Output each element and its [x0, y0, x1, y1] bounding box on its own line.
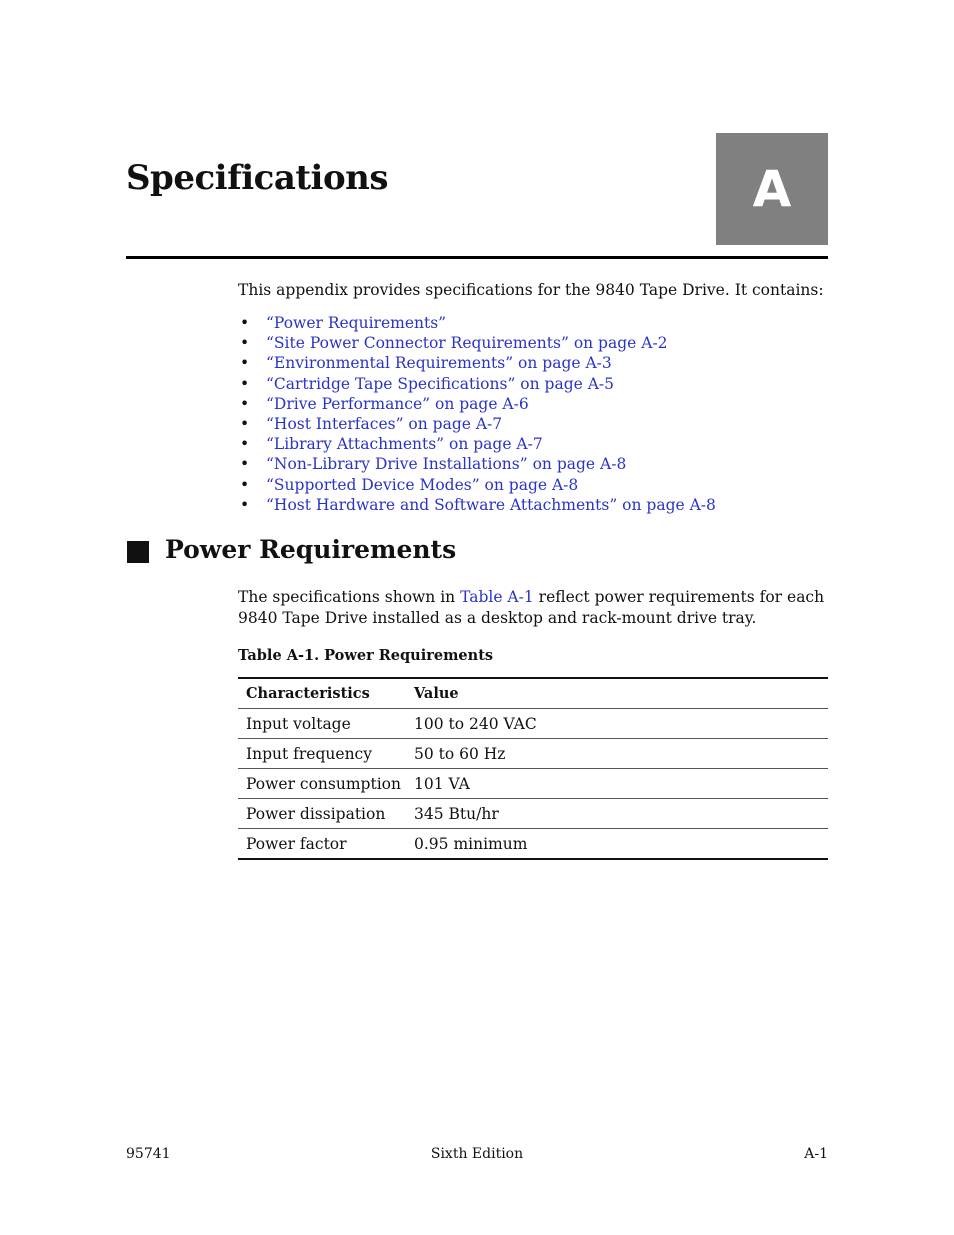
- column-header-characteristics: Characteristics: [238, 678, 406, 709]
- table-row: [238, 769, 828, 799]
- toc-list: [240, 313, 716, 515]
- para-text-after: reflect power requirements for each 9840 Tape Drive installed as a desktop and rack-mount drive tray.: [238, 588, 825, 627]
- cell-value: 101 VA: [406, 769, 828, 799]
- toc-link-host-interfaces[interactable]: “Host Interfaces” on page A-7: [266, 414, 503, 433]
- para-text-before: The specifications shown in: [238, 588, 461, 606]
- table-row: [238, 829, 828, 860]
- toc-link-host-hardware[interactable]: “Host Hardware and Software Attachments” on page A-8: [266, 495, 716, 514]
- footer-page-number: A-1: [804, 1146, 828, 1162]
- title-rule: [126, 256, 828, 259]
- cell-characteristic: Input frequency: [238, 739, 406, 769]
- cell-value: 0.95 minimum: [406, 829, 828, 860]
- power-requirements-table: [238, 677, 828, 860]
- table-caption: Table A-1. Power Requirements: [238, 647, 494, 664]
- toc-link-device-modes[interactable]: “Supported Device Modes” on page A-8: [266, 475, 579, 494]
- bullet-icon: •: [240, 414, 250, 433]
- toc-item: [240, 495, 716, 515]
- cell-value: 345 Btu/hr: [406, 799, 828, 829]
- bullet-icon: •: [240, 495, 250, 514]
- toc-item: [240, 414, 716, 434]
- bullet-icon: •: [240, 435, 250, 454]
- bullet-icon: •: [240, 394, 250, 413]
- table-header-row: [238, 678, 828, 709]
- bullet-icon: •: [240, 455, 250, 474]
- table-row: [238, 709, 828, 739]
- toc-item: [240, 394, 716, 414]
- toc-item: [240, 475, 716, 495]
- table-row: [238, 739, 828, 769]
- toc-link-cartridge[interactable]: “Cartridge Tape Specifications” on page A-5: [266, 374, 615, 393]
- footer-edition: Sixth Edition: [430, 1146, 524, 1162]
- bullet-icon: •: [240, 334, 250, 353]
- cell-value: 50 to 60 Hz: [406, 739, 828, 769]
- cell-characteristic: Power factor: [238, 829, 406, 860]
- chapter-tab: A: [716, 133, 828, 245]
- toc-link-power-requirements[interactable]: “Power Requirements”: [266, 314, 447, 332]
- toc-item: [240, 353, 716, 373]
- cell-characteristic: Input voltage: [238, 709, 406, 739]
- toc-item: [240, 454, 716, 474]
- toc-link-drive-performance[interactable]: “Drive Performance” on page A-6: [266, 394, 529, 413]
- toc-item: [240, 374, 716, 394]
- column-header-value: Value: [406, 678, 828, 709]
- bullet-icon: •: [240, 475, 250, 494]
- toc-link-site-power[interactable]: “Site Power Connector Requirements” on page A-2: [266, 334, 668, 353]
- bullet-icon: •: [240, 314, 250, 332]
- toc-link-library-attachments[interactable]: “Library Attachments” on page A-7: [266, 435, 543, 454]
- intro-text: This appendix provides specifications for the 9840 Tape Drive. It contains:: [238, 281, 824, 299]
- section-marker-icon: [127, 541, 149, 563]
- toc-item: [240, 313, 716, 333]
- toc-item: [240, 434, 716, 454]
- section-paragraph: [238, 587, 830, 629]
- section-title: Power Requirements: [165, 535, 457, 564]
- footer-doc-number: 95741: [126, 1146, 171, 1162]
- chapter-title: Specifications: [126, 158, 389, 198]
- cell-characteristic: Power consumption: [238, 769, 406, 799]
- table-xref-link[interactable]: Table A-1: [460, 588, 534, 606]
- table-row: [238, 799, 828, 829]
- toc-item: [240, 333, 716, 353]
- toc-link-environmental[interactable]: “Environmental Requirements” on page A-3: [266, 354, 612, 373]
- cell-value: 100 to 240 VAC: [406, 709, 828, 739]
- bullet-icon: •: [240, 354, 250, 373]
- bullet-icon: •: [240, 374, 250, 393]
- cell-characteristic: Power dissipation: [238, 799, 406, 829]
- toc-link-non-library[interactable]: “Non-Library Drive Installations” on page A-8: [266, 455, 627, 474]
